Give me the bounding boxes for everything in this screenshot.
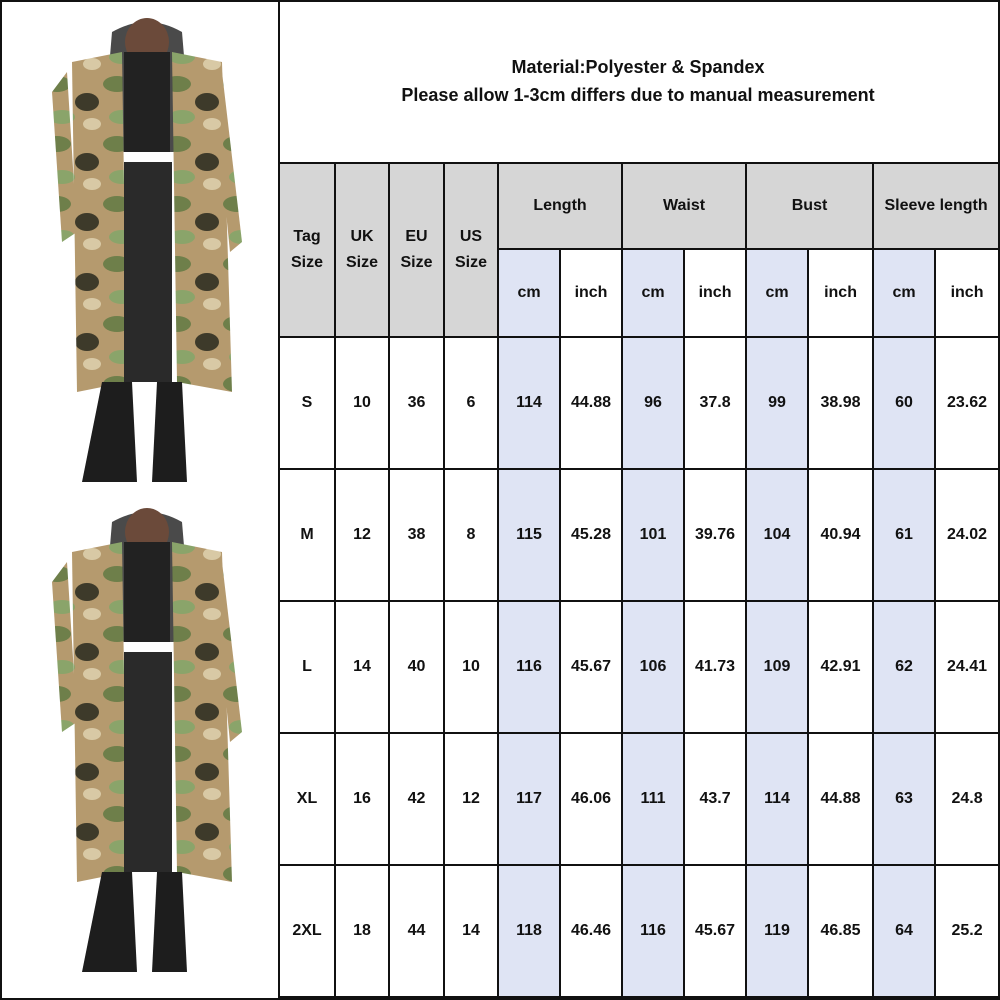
table-row xyxy=(279,733,999,865)
cell-bust-inch: 44.88 xyxy=(808,733,873,865)
col-eu-size: EU Size xyxy=(389,163,444,337)
unit-cm: cm xyxy=(498,249,560,337)
cell-sleeve-cm: 63 xyxy=(873,733,935,865)
cell-eu: 38 xyxy=(389,469,444,601)
cell-eu: 42 xyxy=(389,733,444,865)
model-photo-front-alt xyxy=(42,502,252,982)
cell-waist-inch: 37.8 xyxy=(684,337,746,469)
group-sleeve-length: Sleeve length xyxy=(873,163,999,249)
unit-inch: inch xyxy=(808,249,873,337)
cell-length-inch: 44.88 xyxy=(560,337,622,469)
chart-header xyxy=(278,0,998,164)
unit-cm: cm xyxy=(746,249,808,337)
cell-sleeve-inch: 24.41 xyxy=(935,601,999,733)
cell-uk: 14 xyxy=(335,601,389,733)
cell-tag: S xyxy=(279,337,335,469)
cell-sleeve-inch: 24.8 xyxy=(935,733,999,865)
cell-bust-cm: 114 xyxy=(746,733,808,865)
cell-sleeve-cm: 64 xyxy=(873,865,935,997)
cell-uk: 12 xyxy=(335,469,389,601)
cell-bust-cm: 119 xyxy=(746,865,808,997)
cell-waist-cm: 116 xyxy=(622,865,684,997)
cell-length-cm: 117 xyxy=(498,733,560,865)
cell-tag: L xyxy=(279,601,335,733)
cell-uk: 16 xyxy=(335,733,389,865)
cell-length-inch: 45.28 xyxy=(560,469,622,601)
cell-eu: 36 xyxy=(389,337,444,469)
cell-length-cm: 118 xyxy=(498,865,560,997)
cell-bust-inch: 38.98 xyxy=(808,337,873,469)
unit-inch: inch xyxy=(560,249,622,337)
cell-bust-cm: 104 xyxy=(746,469,808,601)
cell-sleeve-inch: 24.02 xyxy=(935,469,999,601)
table-row xyxy=(279,469,999,601)
cell-us: 8 xyxy=(444,469,498,601)
group-bust: Bust xyxy=(746,163,873,249)
cell-us: 6 xyxy=(444,337,498,469)
cell-length-inch: 46.46 xyxy=(560,865,622,997)
cell-waist-inch: 39.76 xyxy=(684,469,746,601)
cell-sleeve-cm: 60 xyxy=(873,337,935,469)
cell-bust-inch: 42.91 xyxy=(808,601,873,733)
cell-waist-inch: 43.7 xyxy=(684,733,746,865)
cell-waist-cm: 101 xyxy=(622,469,684,601)
unit-cm: cm xyxy=(622,249,684,337)
table-row xyxy=(279,865,999,997)
cell-waist-cm: 96 xyxy=(622,337,684,469)
cell-sleeve-cm: 62 xyxy=(873,601,935,733)
cell-bust-inch: 46.85 xyxy=(808,865,873,997)
product-photo-column xyxy=(2,2,280,996)
size-table xyxy=(278,162,1000,998)
col-uk-size: UK Size xyxy=(335,163,389,337)
cell-tag: 2XL xyxy=(279,865,335,997)
measurement-note: Please allow 1-3cm differs due to manual measurement xyxy=(401,85,875,105)
cell-length-cm: 116 xyxy=(498,601,560,733)
cell-uk: 10 xyxy=(335,337,389,469)
col-tag-size: Tag Size xyxy=(279,163,335,337)
cell-eu: 40 xyxy=(389,601,444,733)
cell-us: 12 xyxy=(444,733,498,865)
cell-sleeve-inch: 23.62 xyxy=(935,337,999,469)
cell-uk: 18 xyxy=(335,865,389,997)
cell-tag: M xyxy=(279,469,335,601)
cell-us: 10 xyxy=(444,601,498,733)
cell-sleeve-cm: 61 xyxy=(873,469,935,601)
table-row xyxy=(279,337,999,469)
col-us-size: US Size xyxy=(444,163,498,337)
header-row-groups xyxy=(279,163,999,249)
unit-inch: inch xyxy=(684,249,746,337)
table-row xyxy=(279,601,999,733)
cell-waist-cm: 111 xyxy=(622,733,684,865)
group-length: Length xyxy=(498,163,622,249)
cell-sleeve-inch: 25.2 xyxy=(935,865,999,997)
cell-waist-cm: 106 xyxy=(622,601,684,733)
model-photo-front xyxy=(42,12,252,492)
unit-cm: cm xyxy=(873,249,935,337)
group-waist: Waist xyxy=(622,163,746,249)
cell-waist-inch: 45.67 xyxy=(684,865,746,997)
cell-eu: 44 xyxy=(389,865,444,997)
cell-tag: XL xyxy=(279,733,335,865)
cell-length-inch: 46.06 xyxy=(560,733,622,865)
material-text: Material:Polyester & Spandex xyxy=(511,57,765,77)
cell-bust-cm: 109 xyxy=(746,601,808,733)
cell-waist-inch: 41.73 xyxy=(684,601,746,733)
cell-bust-cm: 99 xyxy=(746,337,808,469)
cell-length-cm: 114 xyxy=(498,337,560,469)
size-chart xyxy=(278,0,998,998)
cell-us: 14 xyxy=(444,865,498,997)
unit-inch: inch xyxy=(935,249,999,337)
cell-bust-inch: 40.94 xyxy=(808,469,873,601)
cell-length-inch: 45.67 xyxy=(560,601,622,733)
cell-length-cm: 115 xyxy=(498,469,560,601)
